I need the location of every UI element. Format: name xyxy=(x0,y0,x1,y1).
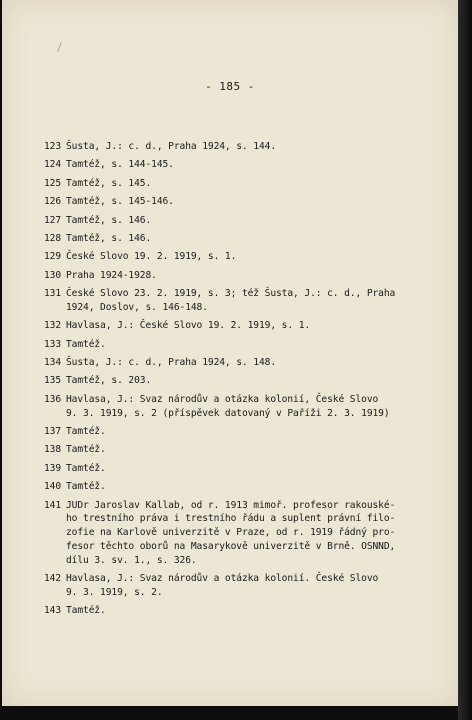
footnote-number: 130 xyxy=(44,269,62,281)
footnote-number: 140 xyxy=(44,481,62,493)
footnote-number: 134 xyxy=(44,357,62,369)
footnote-text: JUDr Jaroslav Kallab, od r. 1913 mimoř. profesor rakouské- ho trestního práva i trestního řádu a suplent právní filo- zofie na Karlově univerzitě v Praze, od r. 1919 řádný pro- fesor těchto oborů na Masarykově univerzitě v Brně. OSNND, dílu 3. sv. 1., s. 326. xyxy=(66,499,396,566)
footnote-text: Tamtéž, s. 146. xyxy=(66,214,152,226)
footnote-item xyxy=(44,214,444,228)
footnote-number: 133 xyxy=(44,338,62,350)
footnote-item xyxy=(44,425,444,439)
footnote-number: 143 xyxy=(44,605,62,617)
footnote-text: Havlasa, J.: Svaz národův a otázka kolonií. České Slovo 9. 3. 1919, s. 2. xyxy=(66,573,379,598)
footnote-item xyxy=(44,177,444,191)
footnote-number: 131 xyxy=(44,288,62,300)
footnote-number: 129 xyxy=(44,251,62,263)
document-page xyxy=(2,0,458,706)
footnote-number: 127 xyxy=(44,214,62,226)
footnote-text: Tamtéž. xyxy=(66,444,106,456)
footnote-list xyxy=(44,140,444,623)
footnote-text: Tamtéž, s. 145. xyxy=(66,177,152,189)
footnote-number: 137 xyxy=(44,426,62,438)
footnote-item xyxy=(44,319,444,333)
page-number: - 185 - xyxy=(205,80,255,93)
footnote-text: Šusta, J.: c. d., Praha 1924, s. 148. xyxy=(66,357,277,369)
pencil-mark xyxy=(57,42,61,52)
footnote-item xyxy=(44,572,444,600)
footnote-item xyxy=(44,140,444,154)
footnote-item xyxy=(44,232,444,246)
footnote-item xyxy=(44,158,444,172)
footnote-number: 138 xyxy=(44,444,62,456)
footnote-item xyxy=(44,338,444,352)
footnote-text: Tamtéž, s. 146. xyxy=(66,232,152,244)
footnote-number: 136 xyxy=(44,393,62,405)
footnote-item xyxy=(44,269,444,283)
footnote-text: Šusta, J.: c. d., Praha 1924, s. 144. xyxy=(66,141,277,152)
footnote-number: 126 xyxy=(44,196,62,208)
footnote-text: Tamtéž, s. 145-146. xyxy=(66,196,174,208)
footnote-text: Tamtéž. xyxy=(66,426,106,438)
footnote-text: Havlasa, J.: Svaz národův a otázka kolonií, České Slovo 9. 3. 1919, s. 2 (příspěvek datovaný v Paříži 2. 3. 1919) xyxy=(66,393,390,419)
footnote-number: 128 xyxy=(44,232,62,244)
footnote-number: 132 xyxy=(44,320,62,332)
footnote-text: Tamtéž, s. 144-145. xyxy=(66,159,174,171)
footnote-number: 124 xyxy=(44,159,62,171)
footnote-text: Tamtéž. xyxy=(66,605,106,617)
footnote-number: 141 xyxy=(44,499,62,511)
footnote-number: 125 xyxy=(44,177,62,189)
footnote-item xyxy=(44,499,444,568)
footnote-item xyxy=(44,250,444,264)
footnote-item xyxy=(44,195,444,209)
footnote-number: 139 xyxy=(44,462,62,474)
footnote-text: Tamtéž. xyxy=(66,481,106,493)
footnote-text: České Slovo 19. 2. 1919, s. 1. xyxy=(66,251,237,263)
footnote-text: Havlasa, J.: České Slovo 19. 2. 1919, s. 1. xyxy=(66,320,311,332)
footnote-item xyxy=(44,374,444,388)
footnote-item xyxy=(44,604,444,618)
footnote-number: 135 xyxy=(44,375,62,387)
footnote-item xyxy=(44,480,444,494)
footnote-text: Tamtéž. xyxy=(66,338,106,350)
scan-edge xyxy=(458,0,472,720)
footnote-item xyxy=(44,462,444,476)
footnote-item xyxy=(44,393,444,421)
footnote-number: 142 xyxy=(44,573,62,585)
footnote-text: České Slovo 23. 2. 1919, s. 3; též Šusta, J.: c. d., Praha 1924, Doslov, s. 146-148. xyxy=(66,288,396,313)
footnote-text: Tamtéž. xyxy=(66,462,106,474)
footnote-item xyxy=(44,356,444,370)
footnote-text: Praha 1924-1928. xyxy=(66,269,157,281)
footnote-text: Tamtéž, s. 203. xyxy=(66,375,152,387)
footnote-number: 123 xyxy=(44,141,62,152)
footnote-item xyxy=(44,287,444,315)
footnote-item xyxy=(44,443,444,457)
